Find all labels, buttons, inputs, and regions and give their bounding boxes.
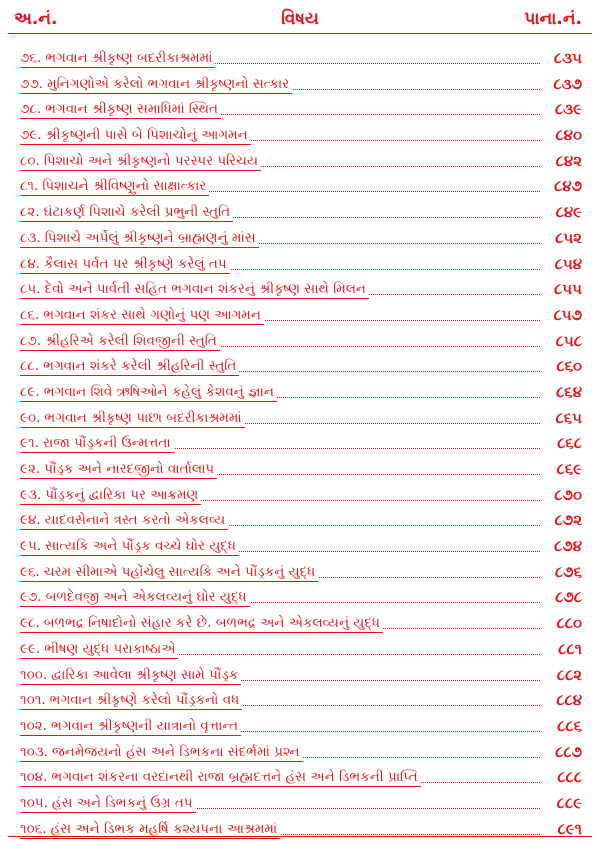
entry-title-text: શ્રીહરિએ કરેલી શિવજીની સ્તુતિ xyxy=(45,332,217,349)
entry-number: ૭૮. xyxy=(20,101,42,118)
entry-title-text: પિશાચે અર્પેલું શ્રીકૃષ્ણને બ્રાહ્મણનું માંસ xyxy=(44,229,256,246)
list-item xyxy=(0,200,600,226)
entry-title-text: ભગવાન શંકરના વરદાનથી રાજા બ્રહ્મદત્તને હંસ અને ડિભકની પ્રાપ્તિ xyxy=(51,769,418,786)
entry-number: ૮૫. xyxy=(20,281,41,298)
entry-title xyxy=(20,383,277,402)
header-page-number: પાના.નં. xyxy=(524,9,582,29)
entry-number: ૯૯. xyxy=(20,640,41,657)
entry-page-number: ૮૩૯ xyxy=(552,97,582,123)
entry-number: ૯૧. xyxy=(20,435,39,452)
entry-title-text: રાજા પૌંડ્રકની ઉન્મત્તતા xyxy=(42,435,171,452)
entry-title xyxy=(20,255,230,274)
list-item xyxy=(0,252,600,278)
entry-page-number: ૮૩૫ xyxy=(551,46,582,72)
entry-title xyxy=(20,49,215,68)
list-item xyxy=(0,46,600,72)
entry-title-text: ઘંટાકર્ણ પિશાચે કરેલી પ્રભુની સ્તુતિ xyxy=(43,204,231,221)
entry-page-number: ૮૪૦ xyxy=(552,123,582,149)
entry-title-text: પિશાચો અને શ્રીકૃષ્ણનો પરસ્પર પરિચય xyxy=(43,152,259,169)
header-serial-number: અ.નં. xyxy=(14,9,58,29)
entry-title xyxy=(20,460,217,479)
entry-page-number: ૮૬૦ xyxy=(553,354,582,380)
entry-page-number: ૮૭૬ xyxy=(552,560,582,586)
entry-number: ૯૭. xyxy=(20,589,42,606)
list-item xyxy=(0,149,600,175)
entry-title xyxy=(20,666,241,685)
footer-divider xyxy=(8,836,592,837)
entry-number: ૧૦૪. xyxy=(20,769,48,786)
entry-page-number: ૮૮૪ xyxy=(553,688,582,714)
entry-number: ૭૭. xyxy=(20,75,44,92)
list-item xyxy=(0,226,600,252)
entry-page-number: ૮૪૨ xyxy=(553,149,582,175)
entry-title-text: ભગવાન શ્રીકૃષ્ણ પાછા બદરીકાશ્રમમાં xyxy=(44,409,242,426)
entry-title xyxy=(20,126,251,145)
entry-number: ૯૮. xyxy=(20,615,40,632)
entry-title xyxy=(20,332,220,351)
entry-number: ૮૯. xyxy=(20,383,40,400)
entry-title-text: હંસ અને ડિભકનું ઉગ્ર તપ xyxy=(51,794,193,811)
entry-title xyxy=(20,588,250,607)
entry-title xyxy=(20,357,239,376)
entry-number: ૧૦૧. xyxy=(20,692,46,709)
entry-number: ૭૯. xyxy=(20,127,42,144)
entry-title xyxy=(20,152,261,171)
entry-page-number: ૮૮૦ xyxy=(553,611,582,637)
list-item xyxy=(0,817,600,842)
list-item xyxy=(0,611,600,637)
list-item xyxy=(0,303,600,329)
entry-title xyxy=(20,229,259,248)
entry-page-number: ૮૫૮ xyxy=(553,329,582,355)
entry-title xyxy=(20,614,383,633)
entry-number: ૯૨. xyxy=(20,461,41,477)
entry-number: ૮૧. xyxy=(20,178,39,195)
entry-title xyxy=(20,768,421,787)
entry-title xyxy=(20,203,233,222)
entry-page-number: ૮૮૨ xyxy=(554,663,582,689)
entry-page-number: ૮૬૪ xyxy=(553,380,582,406)
entry-number: ૧૦૩. xyxy=(20,743,49,760)
entry-title-text: ભગવાન શિવે ઋષિઓને કહેલું કેશવનું જ્ઞાન xyxy=(43,383,274,400)
list-item xyxy=(0,791,600,817)
entry-title-text: મુનિગણોએ કરેલો ભગવાન શ્રીકૃષ્ણનો સત્કાર xyxy=(47,75,290,92)
entry-title-text: પૌંડ્રક અને નારદજીનો વાર્તાલાપ xyxy=(44,461,215,477)
list-item xyxy=(0,714,600,740)
entry-page-number: ૮૫૭ xyxy=(550,303,582,329)
entry-page-number: ૮૮૭ xyxy=(552,740,582,766)
list-item xyxy=(0,457,600,483)
list-item xyxy=(0,431,600,457)
entry-number: ૮૪. xyxy=(20,255,41,272)
entry-number: ૯૫. xyxy=(20,538,42,555)
entry-title xyxy=(20,640,178,659)
entry-title xyxy=(20,409,245,428)
entry-page-number: ૮૬૯ xyxy=(553,457,582,483)
header-divider xyxy=(8,33,592,34)
entry-page-number: ૮૭૮ xyxy=(552,585,582,611)
list-item xyxy=(0,688,600,714)
entry-title xyxy=(20,306,264,325)
list-item xyxy=(0,508,600,534)
entry-title-text: ભગવાન શ્રીકૃષ્ણ બદરીકાશ્રમમાં xyxy=(45,50,213,66)
list-item xyxy=(0,406,600,432)
list-item xyxy=(0,534,600,560)
entry-page-number: ૮૭૨ xyxy=(552,508,582,534)
entry-page-number: ૮૯૧ xyxy=(555,817,582,842)
list-item xyxy=(0,97,600,123)
entry-title-text: ચરમ સીમાએ પહોંચેલુ સાત્યકિ અને પૌંડ્રકનું યુદ્ધ xyxy=(43,563,316,580)
entry-number: ૧૦૨. xyxy=(20,717,47,734)
entry-number: ૭૬. xyxy=(20,50,42,66)
list-item xyxy=(0,585,600,611)
contents-list xyxy=(0,46,600,842)
entry-title xyxy=(20,75,292,94)
entry-title-text: ભગવાન શ્રીકૃષ્ણની યાત્રાનો વૃત્તાન્ત xyxy=(50,717,239,734)
entry-title-text: ભીષણ યુદ્ધ પરાકાષ્ઠાએ xyxy=(44,640,176,657)
list-item xyxy=(0,637,600,663)
entry-number: ૧૦૫. xyxy=(20,794,48,811)
entry-title-text: શ્રીકૃષ્ણની પાસે બે પિશાચોનું આગમન xyxy=(45,127,248,144)
entry-title xyxy=(20,434,174,453)
entry-number: ૯૪. xyxy=(20,512,41,529)
list-item xyxy=(0,740,600,766)
entry-title-text: પિશાચને શ્રીવિષ્ણુનો સાક્ષાત્કાર xyxy=(42,178,207,195)
entry-page-number: ૮૪૯ xyxy=(553,200,582,226)
list-item xyxy=(0,277,600,303)
entry-page-number: ૮૮૯ xyxy=(554,791,582,817)
entry-page-number: ૮૮૧ xyxy=(555,637,582,663)
entry-title xyxy=(20,743,303,762)
entry-title xyxy=(20,717,241,736)
entry-page-number: ૮૬૮ xyxy=(554,431,582,457)
entry-title-text: યાદવસેનાને ત્રસ્ત કરતો એકલવ્ય xyxy=(44,512,226,529)
entry-title xyxy=(20,537,239,556)
entry-title-text: સાત્યકિ અને પૌંડ્રક વચ્ચે ઘોર યુદ્ધ xyxy=(45,538,236,555)
list-item xyxy=(0,380,600,406)
entry-title-text: કૈલાસ પર્વત પર શ્રીકૃષ્ણે કરેલું તપ xyxy=(44,255,227,272)
entry-page-number: ૮૫૫ xyxy=(551,277,582,303)
entry-title xyxy=(20,280,369,299)
entry-title-text: પૌંડ્રકનું દ્વારિકા પર આક્રમણ xyxy=(45,486,199,503)
entry-page-number: ૮૩૭ xyxy=(550,72,582,98)
entry-number: ૯૦. xyxy=(20,409,41,426)
entry-page-number: ૮૭૦ xyxy=(551,483,582,509)
list-item xyxy=(0,765,600,791)
entry-title-text: દેવો અને પાર્વતી સહિત ભગવાન શંકરનું શ્રીકૃષ્ણ સાથે મિલન xyxy=(44,281,366,298)
entry-number: ૮૮. xyxy=(20,358,40,375)
entry-title-text: ભગવાન શ્રીકૃષ્ણ સમાધિમાં સ્થિત xyxy=(45,101,218,118)
entry-title-text: ભગવાન શંકર સાથે ગણોનું પણ આગમન xyxy=(43,306,261,323)
entry-title xyxy=(20,563,318,582)
entry-title-text: બળદેવજી અને એકલવ્યનું ઘોર યુદ્ધ xyxy=(45,589,247,606)
entry-number: ૧૦૦. xyxy=(20,666,48,683)
list-item xyxy=(0,663,600,689)
entry-title-text: ભગવાન શંકરે કરેલી શ્રીહરિની સ્તુતિ xyxy=(43,358,237,375)
entry-number: ૮૨. xyxy=(20,204,40,221)
entry-title-text: હંસ અને ડિભક મહર્ષિ કશ્યપના આશ્રમમાં xyxy=(50,820,278,837)
list-item xyxy=(0,483,600,509)
entry-number: ૮૬. xyxy=(20,306,40,323)
entry-title xyxy=(20,100,221,119)
entry-number: ૮૭. xyxy=(20,332,42,349)
list-item xyxy=(0,560,600,586)
list-item xyxy=(0,72,600,98)
entry-page-number: ૮૫૨ xyxy=(552,226,582,252)
contents-header xyxy=(0,4,600,34)
entry-number: ૮૩. xyxy=(20,229,41,246)
entry-page-number: ૮૭૪ xyxy=(551,534,582,560)
entry-title-text: બળભદ્ર નિષાદોનો સંહાર કરે છે. બળભદ્ર અને એકલવ્યનું યુદ્ધ xyxy=(43,615,381,632)
list-item xyxy=(0,354,600,380)
list-item xyxy=(0,123,600,149)
entry-title-text: દ્વારિકા આવેલા શ્રીકૃષ્ણ સામે પૌંડ્રક xyxy=(51,666,239,683)
entry-page-number: ૮૬૫ xyxy=(552,406,582,432)
entry-number: ૯૬. xyxy=(20,563,40,580)
entry-number: ૮૦. xyxy=(20,152,40,169)
list-item xyxy=(0,329,600,355)
entry-page-number: ૮૫૪ xyxy=(552,252,582,278)
entry-page-number: ૮૪૭ xyxy=(551,174,582,200)
entry-title xyxy=(20,486,201,505)
entry-number: ૧૦૬. xyxy=(20,820,47,837)
entry-title xyxy=(20,511,228,530)
entry-title-text: જનમેજયનો હંસ અને ડિભકના સંદર્ભમાં પ્રશ્ન xyxy=(52,743,300,760)
entry-title-text: ભગવાન શ્રીકૃષ્ણે કરેલો પૌંડ્રકનો વધ xyxy=(49,692,240,709)
entry-title xyxy=(20,177,209,196)
header-subject: વિષય xyxy=(281,9,319,29)
entry-page-number: ૮૮૬ xyxy=(554,714,582,740)
entry-page-number: ૮૮૮ xyxy=(554,765,582,791)
entry-number: ૯૩. xyxy=(20,486,42,503)
list-item xyxy=(0,174,600,200)
entry-title xyxy=(20,691,242,710)
entry-title xyxy=(20,794,196,813)
